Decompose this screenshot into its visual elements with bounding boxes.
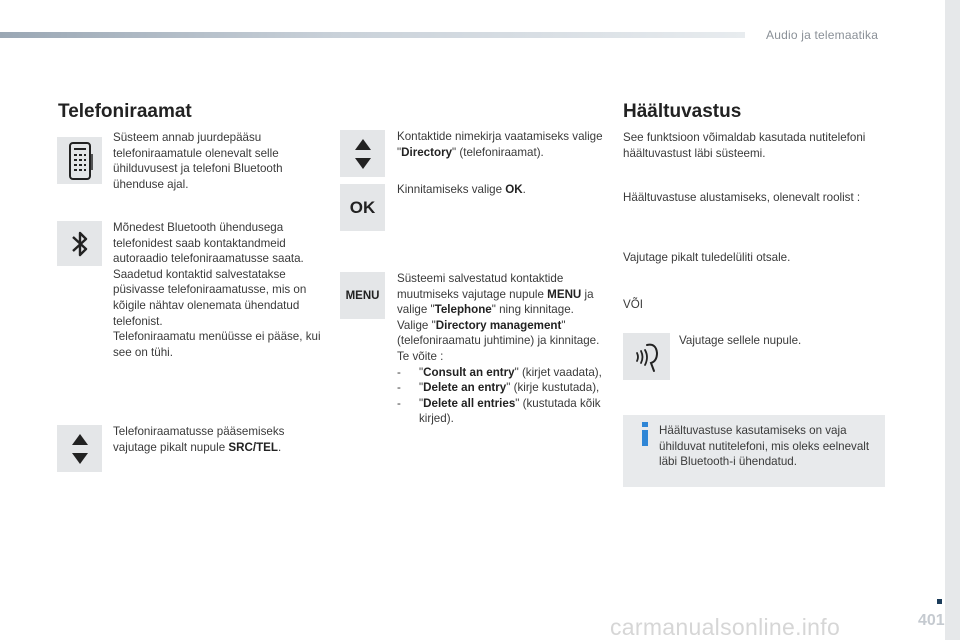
page-marker xyxy=(937,599,942,604)
section-header: Audio ja telemaatika xyxy=(766,28,879,42)
telephone-key: Telephone xyxy=(434,303,492,317)
directory-text xyxy=(397,129,607,160)
ok-text xyxy=(397,182,607,198)
up-down-arrows-box xyxy=(57,425,102,472)
page-edge-strip xyxy=(945,0,960,640)
option-consult-key: Consult an entry xyxy=(423,365,515,379)
phonebook-title: Telefoniraamat xyxy=(58,101,192,122)
option-delete-quote: " xyxy=(419,381,424,395)
light-stalk-text: Vajutage pikalt tuledelüliti otsale. xyxy=(623,251,791,264)
option-dash: - xyxy=(397,381,401,395)
bluetooth-contacts-paragraph: Mõnedest Bluetooth ühendusega telefonidest saab kontaktandmeid autoraadio telefoniraamatusse saata. Saadetud kontaktid salvestatakse püsivasse telefoniraamatusse, mis on kõigile nähtav olenemata ühendatud telefonist. xyxy=(113,221,307,328)
voice-recognition-title: Häältuvastus xyxy=(623,101,742,122)
option-dash: - xyxy=(397,365,401,379)
option-dash: - xyxy=(397,396,401,410)
options-intro: Te võite : xyxy=(397,349,444,363)
bluetooth-contacts-text xyxy=(113,220,323,360)
menu-text-part1: Süsteemi salvestatud kontaktide muutmiseks vajutage nupule xyxy=(397,272,564,301)
option-delete-all xyxy=(397,396,607,427)
top-accent-bar xyxy=(0,32,745,38)
directory-management-key: Directory management xyxy=(435,318,562,332)
menu-text-part2: ja valige " xyxy=(397,287,594,317)
option-delete-all-desc: " (kustutada kõik kirjed). xyxy=(419,396,601,426)
src-tel-text-end: . xyxy=(278,440,282,454)
src-tel-text xyxy=(113,424,313,455)
menu-key: MENU xyxy=(547,287,582,301)
src-tel-key: SRC/TEL xyxy=(228,440,278,454)
mobile-phone-icon xyxy=(67,142,93,180)
up-down-arrows-box-2 xyxy=(340,130,385,177)
option-delete-key: Delete an entry xyxy=(423,381,507,395)
menu-text-part4: " (telefoniraamatu juhtimine) ja kinnitage. xyxy=(397,318,600,348)
empty-phonebook-note: Telefoniraamatu menüüsse ei pääse, kui see on tühi. xyxy=(113,330,321,359)
up-down-arrows-icon xyxy=(69,432,91,466)
option-consult-quote: " xyxy=(419,365,424,379)
src-tel-text-start: Telefoniraamatusse pääsemiseks vajutage pikalt nupule xyxy=(113,425,285,454)
option-consult xyxy=(397,365,607,381)
voice-command-icon xyxy=(630,341,664,373)
voice-command-icon-box xyxy=(623,333,670,380)
info-text: Häältuvastuse kasutamiseks on vaja ühilduvat nutitelefoni, mis oleks eelnevalt läbi Bluetooth-i ühendatud. xyxy=(659,424,870,469)
option-delete-desc: " (kirje kustutada), xyxy=(506,381,600,395)
phonebook-access-text: Süsteem annab juurdepääsu telefoniraamatule olenevalt selle ühilduvusest ja telefoni Bluetooth ühenduse ajal. xyxy=(113,131,283,191)
menu-button-icon: MENU xyxy=(340,272,385,319)
directory-key: Directory xyxy=(401,145,453,159)
voice-intro-text: See funktsioon võimaldab kasutada nutitelefoni häältuvastust läbi süsteemi. xyxy=(623,131,866,160)
voice-start-text: Häältuvastuse alustamiseks, olenevalt roolist : xyxy=(623,191,861,204)
bluetooth-icon-box xyxy=(57,221,102,266)
ok-button-icon: OK xyxy=(340,184,385,231)
ok-text-start: Kinnitamiseks valige xyxy=(397,183,506,196)
watermark: carmanualsonline.info xyxy=(610,614,841,640)
option-delete-all-quote: " xyxy=(419,396,424,410)
press-button-text: Vajutage sellele nupule. xyxy=(679,334,802,347)
ok-text-end: . xyxy=(522,183,526,196)
phone-icon-box xyxy=(57,137,102,184)
option-list xyxy=(397,365,607,427)
menu-text-part3: " ning kinnitage. Valige " xyxy=(397,303,574,332)
option-delete xyxy=(397,380,607,396)
menu-text xyxy=(397,271,607,427)
ok-key: OK xyxy=(505,183,523,196)
bluetooth-icon xyxy=(70,229,90,259)
up-down-arrows-icon xyxy=(352,137,374,171)
option-consult-desc: " (kirjet vaadata), xyxy=(514,365,602,379)
directory-text-start: Kontaktide nimekirja vaatamiseks valige " xyxy=(397,130,603,159)
option-delete-all-key: Delete all entries xyxy=(423,396,516,410)
page-number: 401 xyxy=(918,612,945,629)
directory-text-end: " (telefoniraamat). xyxy=(452,145,544,159)
info-icon xyxy=(639,422,651,446)
or-text: VÕI xyxy=(623,298,643,311)
